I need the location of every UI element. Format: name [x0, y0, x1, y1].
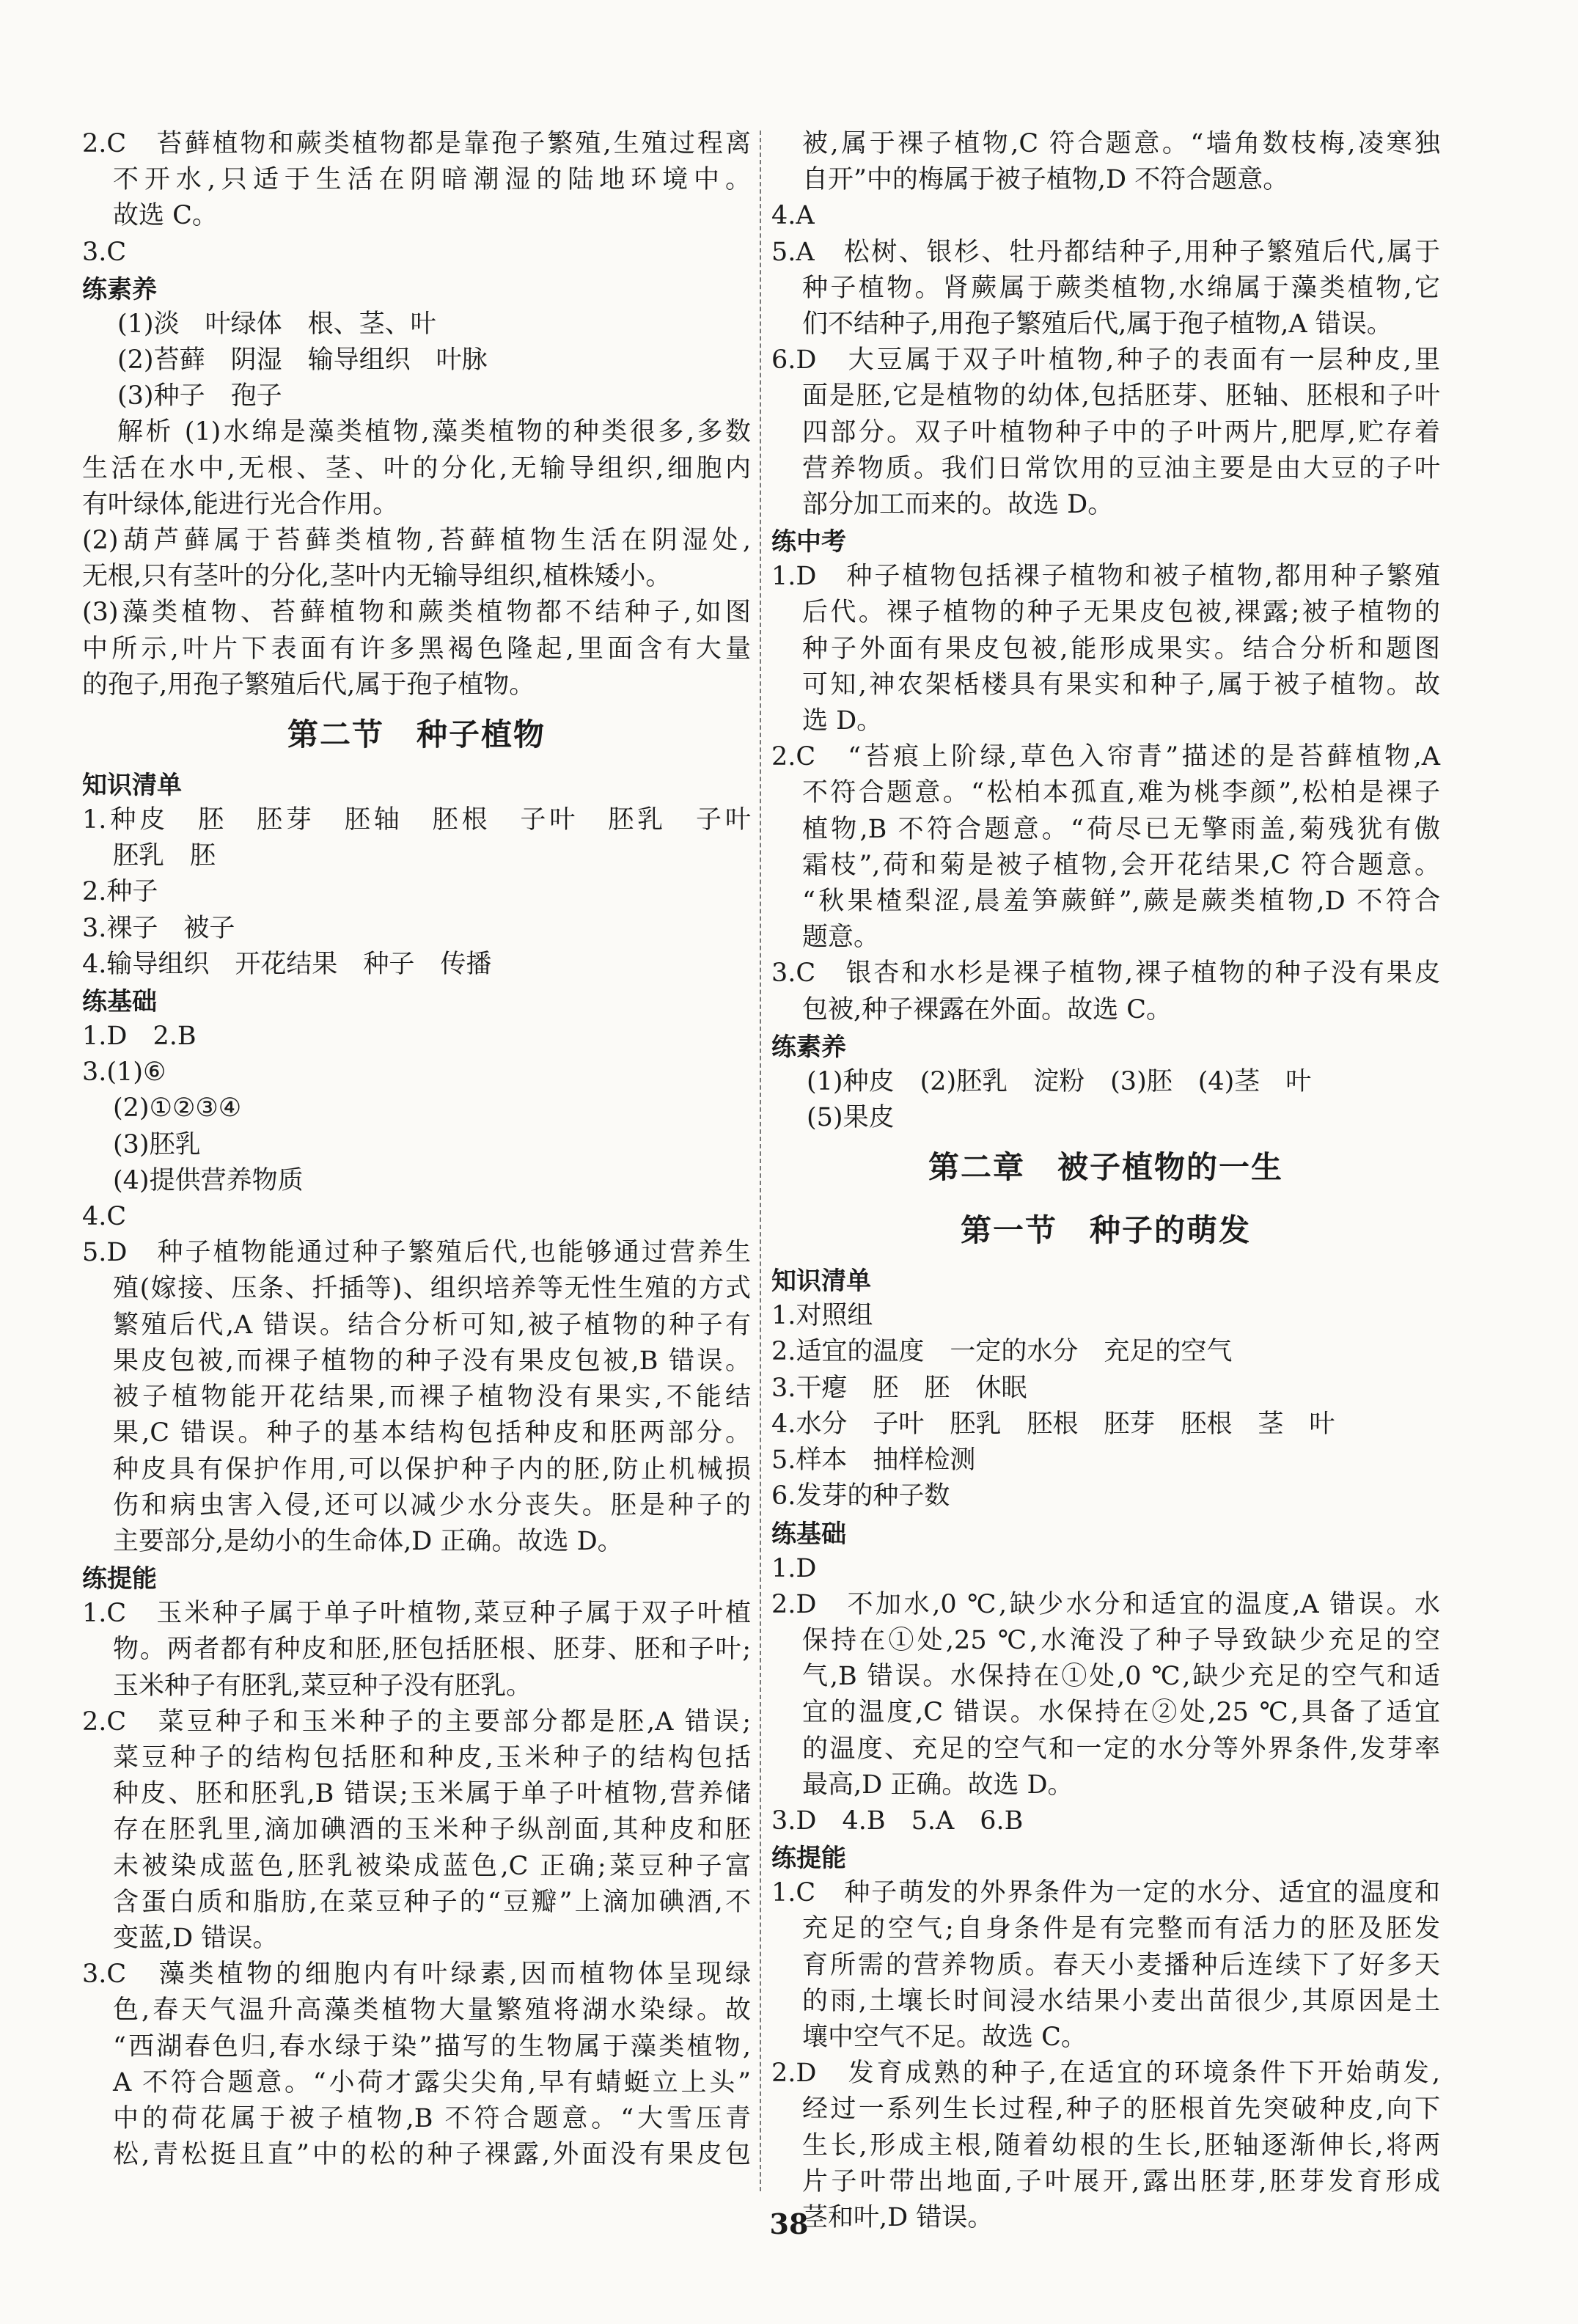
- text-line: (2)①②③④: [113, 1093, 242, 1123]
- text-line: 的温度、充足的空气和一定的水分等外界条件,发芽率: [802, 1734, 1440, 1764]
- text-line: 2.D 不加水,0 ℃,缺少水分和适宜的温度,A 错误。水: [771, 1589, 1440, 1619]
- text-line: 后代。裸子植物的种子无果皮包被,裸露;被子植物的: [802, 598, 1440, 628]
- text-line: 营养物质。我们日常饮用的豆油主要是由大豆的子叶: [802, 453, 1440, 483]
- text-line: 2.C “苔痕上阶绿,草色入帘青”描述的是苔藓植物,A: [771, 742, 1440, 772]
- text-line: 题意。: [802, 923, 880, 953]
- text-line: 3.C 藻类植物的细胞内有叶绿素,因而植物体呈现绿: [82, 1960, 751, 1990]
- text-line: 充足的空气;自身条件是有完整而有活力的胚及胚发: [802, 1914, 1440, 1944]
- text-line: (3)种子 孢子: [117, 381, 282, 411]
- text-line: 可知,神农架栝楼具有果实和种子,属于被子植物。故: [802, 670, 1440, 700]
- text-line: 3.D 4.B 5.A 6.B: [771, 1806, 1024, 1836]
- text-line: (2)苔藓 阴湿 输导组织 叶脉: [117, 345, 488, 375]
- text-line: 5.A 松树、银杉、牡丹都结种子,用种子繁殖后代,属于: [771, 237, 1440, 267]
- text-line: “秋果楂梨涩,晨羞笋蕨鲜”,蕨是蕨类植物,D 不符合: [802, 887, 1440, 917]
- text-line: 1.C 玉米种子属于单子叶植物,菜豆种子属于双子叶植: [82, 1599, 751, 1629]
- text-line: 2.D 发育成熟的种子,在适宜的环境条件下开始萌发,: [771, 2059, 1440, 2089]
- text-line: (5)果皮: [807, 1103, 895, 1133]
- text-line: 4.水分 子叶 胚乳 胚根 胚芽 胚根 茎 叶: [771, 1409, 1335, 1439]
- text-line: (1)种皮 (2)胚乳 淀粉 (3)胚 (4)茎 叶: [807, 1066, 1312, 1096]
- text-line: 2.C 菜豆种子和玉米种子的主要部分都是胚,A 错误;: [82, 1707, 751, 1737]
- text-line: 玉米种子有胚乳,菜豆种子没有胚乳。: [113, 1671, 532, 1701]
- text-line: 不开水,只适于生活在阴暗潮湿的陆地环境中。: [113, 165, 751, 195]
- text-line: 1.C 种子萌发的外界条件为一定的水分、适宜的温度和: [771, 1878, 1440, 1908]
- text-line: 1.D 种子植物包括裸子植物和被子植物,都用种子繁殖: [771, 562, 1440, 592]
- exercise-section-label: 练提能: [771, 1844, 846, 1874]
- text-line: 松,青松挺且直”中的松的种子裸露,外面没有果皮包: [113, 2140, 751, 2170]
- text-line: 4.输导组织 开花结果 种子 传播: [82, 949, 492, 979]
- exercise-section-label: 练中考: [771, 527, 846, 557]
- text-line: 保持在①处,25 ℃,水淹没了种子导致缺少充足的空: [802, 1625, 1440, 1655]
- text-line: 1.D: [771, 1553, 817, 1583]
- text-line: (3)藻类植物、苔藓植物和蕨类植物都不结种子,如图: [82, 598, 751, 628]
- exercise-section-label: 练素养: [771, 1032, 846, 1062]
- text-line: 3.C 银杏和水杉是裸子植物,裸子植物的种子没有果皮: [771, 958, 1440, 989]
- right-column: [771, 126, 1440, 2236]
- text-line: 有叶绿体,能进行光合作用。: [82, 489, 399, 519]
- text-line: A 不符合题意。“小荷才露尖尖角,早有蜻蜓立上头”: [113, 2067, 751, 2097]
- text-line: 茎和叶,D 错误。: [802, 2202, 994, 2232]
- text-line: 3.(1)⑥: [82, 1057, 166, 1088]
- text-line: (4)提供营养物质: [113, 1165, 304, 1195]
- text-line: 被,属于裸子植物,C 符合题意。“墙角数枝梅,凌寒独: [802, 129, 1440, 158]
- exercise-section-label: 知识清单: [771, 1267, 871, 1297]
- text-line: 3.裸子 被子: [82, 913, 235, 943]
- text-line: 菜豆种子的结构包括胚和种皮,玉米种子的结构包括: [113, 1742, 751, 1773]
- text-line: 3.C: [82, 237, 127, 267]
- text-line: 物。两者都有种皮和胚,胚包括胚根、胚芽、胚和子叶;: [113, 1635, 751, 1665]
- text-line: 育所需的营养物质。春天小麦播种后连续下了好多天: [802, 1950, 1440, 1980]
- text-line: 自开”中的梅属于被子植物,D 不符合题意。: [802, 165, 1289, 195]
- text-line: 四部分。双子叶植物种子中的子叶两片,肥厚,贮存着: [802, 417, 1440, 447]
- text-line: 6.发芽的种子数: [771, 1481, 950, 1511]
- text-line: 生长,形成主根,随着幼根的生长,胚轴逐渐伸长,将两: [802, 2130, 1440, 2160]
- text-line: 2.C 苔藓植物和蕨类植物都是靠孢子繁殖,生殖过程离: [82, 129, 751, 158]
- text-line: 不符合题意。“松柏本孤直,难为桃李颜”,松柏是裸子: [802, 778, 1440, 808]
- text-line: 壤中空气不足。故选 C。: [802, 2022, 1087, 2052]
- text-line: 经过一系列生长过程,种子的胚根首先突破种皮,向下: [802, 2094, 1440, 2125]
- text-line: (3)胚乳: [113, 1129, 201, 1159]
- text-line: 部分加工而来的。故选 D。: [802, 490, 1114, 520]
- text-line: 无根,只有茎叶的分化,茎叶内无输导组织,植株矮小。: [82, 562, 672, 592]
- text-line: 6.D 大豆属于双子叶植物,种子的表面有一层种皮,里: [771, 345, 1440, 375]
- section-heading: 第二章 被子植物的一生: [928, 1149, 1283, 1186]
- text-line: 霜枝”,荷和菊是被子植物,会开花结果,C 符合题意。: [802, 850, 1440, 880]
- text-line: 生活在水中,无根、茎、叶的分化,无输导组织,细胞内: [82, 453, 751, 483]
- text-line: 1.种皮 胚 胚芽 胚轴 胚根 子叶 胚乳 子叶: [82, 805, 751, 835]
- text-line: 主要部分,是幼小的生命体,D 正确。故选 D。: [113, 1526, 623, 1556]
- text-line: 色,春天气温升高藻类植物大量繁殖将湖水染绿。故: [113, 1995, 751, 2026]
- text-line: 故选 C。: [113, 201, 218, 231]
- text-line: 包被,种子裸露在外面。故选 C。: [802, 994, 1173, 1024]
- text-line: 未被染成蓝色,胚乳被染成蓝色,C 正确;菜豆种子富: [113, 1851, 751, 1881]
- text-line: 选 D。: [802, 706, 883, 736]
- text-line: 被子植物能开花结果,而裸子植物没有果实,不能结: [113, 1382, 751, 1412]
- page-number: 38: [769, 2207, 809, 2240]
- text-line: 4.C: [82, 1202, 127, 1232]
- text-line: 5.D 种子植物能通过种子繁殖后代,也能够通过营养生: [82, 1238, 751, 1268]
- text-line: 片子叶带出地面,子叶展开,露出胚芽,胚芽发育形成: [802, 2166, 1440, 2196]
- text-line: 1.对照组: [771, 1301, 873, 1331]
- exercise-section-label: 知识清单: [82, 771, 182, 801]
- text-line: 解析 (1)水绵是藻类植物,藻类植物的种类很多,多数: [117, 417, 751, 447]
- section-heading: 第二节 种子植物: [287, 716, 546, 753]
- text-line: 2.适宜的温度 一定的水分 充足的空气: [771, 1337, 1233, 1367]
- text-line: “西湖春色归,春水绿于染”描写的生物属于藻类植物,: [113, 2031, 751, 2061]
- text-line: 果皮包被,而裸子植物的种子没有果皮包被,B 错误。: [113, 1346, 751, 1376]
- text-line: 面是胚,它是植物的幼体,包括胚芽、胚轴、胚根和子叶: [802, 381, 1440, 411]
- text-line: 4.A: [771, 201, 815, 231]
- text-line: 的雨,土壤长时间浸水结果小麦出苗很少,其原因是土: [802, 1986, 1440, 2016]
- text-line: 5.样本 抽样检测: [771, 1445, 976, 1476]
- text-line: 胚乳 胚: [113, 841, 216, 871]
- text-line: 存在胚乳里,滴加碘酒的玉米种子纵剖面,其种皮和胚: [113, 1815, 751, 1845]
- text-line: 变蓝,D 错误。: [113, 1923, 279, 1953]
- text-line: 宜的温度,C 错误。水保持在②处,25 ℃,具备了适宜: [802, 1698, 1440, 1728]
- text-line: 气,B 错误。水保持在①处,0 ℃,缺少充足的空气和适: [802, 1662, 1440, 1692]
- text-line: 种皮具有保护作用,可以保护种子内的胚,防止机械损: [113, 1454, 751, 1484]
- text-line: 繁殖后代,A 错误。结合分析可知,被子植物的种子有: [113, 1310, 751, 1340]
- text-line: 的孢子,用孢子繁殖后代,属于孢子植物。: [82, 670, 535, 700]
- text-line: 含蛋白质和脂肪,在菜豆种子的“豆瓣”上滴加碘酒,不: [113, 1887, 751, 1917]
- text-line: 殖(嫁接、压条、扦插等)、组织培养等无性生殖的方式: [113, 1274, 751, 1304]
- column-divider: [760, 131, 761, 2191]
- exercise-section-label: 练基础: [771, 1519, 846, 1549]
- left-column: [82, 126, 751, 2173]
- text-line: 伤和病虫害入侵,还可以减少水分丧失。胚是种子的: [113, 1490, 751, 1520]
- exercise-section-label: 练素养: [82, 274, 157, 304]
- text-line: (1)淡 叶绿体 根、茎、叶: [117, 309, 436, 339]
- text-line: 果,C 错误。种子的基本结构包括种皮和胚两部分。: [113, 1418, 751, 1448]
- section-heading: 第一节 种子的萌发: [960, 1212, 1251, 1249]
- text-line: 最高,D 正确。故选 D。: [802, 1770, 1074, 1800]
- text-line: 们不结种子,用孢子繁殖后代,属于孢子植物,A 错误。: [802, 309, 1392, 340]
- text-line: 种子植物。肾蕨属于蕨类植物,水绵属于藻类植物,它: [802, 273, 1440, 303]
- text-line: (2)葫芦藓属于苔藓类植物,苔藓植物生活在阴湿处,: [82, 526, 751, 556]
- text-line: 中的荷花属于被子植物,B 不符合题意。“大雪压青: [113, 2103, 751, 2133]
- text-line: 植物,B 不符合题意。“荷尽已无擎雨盖,菊残犹有傲: [802, 814, 1440, 844]
- text-line: 2.种子: [82, 877, 158, 907]
- text-line: 3.干瘪 胚 胚 休眠: [771, 1373, 1027, 1403]
- exercise-section-label: 练提能: [82, 1564, 157, 1594]
- text-line: 中所示,叶片下表面有许多黑褐色隆起,里面含有大量: [82, 634, 751, 664]
- text-line: 种子外面有果皮包被,能形成果实。结合分析和题图: [802, 634, 1440, 664]
- text-line: 1.D 2.B: [82, 1022, 197, 1052]
- exercise-section-label: 练基础: [82, 987, 157, 1017]
- text-line: 种皮、胚和胚乳,B 错误;玉米属于单子叶植物,营养储: [113, 1779, 751, 1809]
